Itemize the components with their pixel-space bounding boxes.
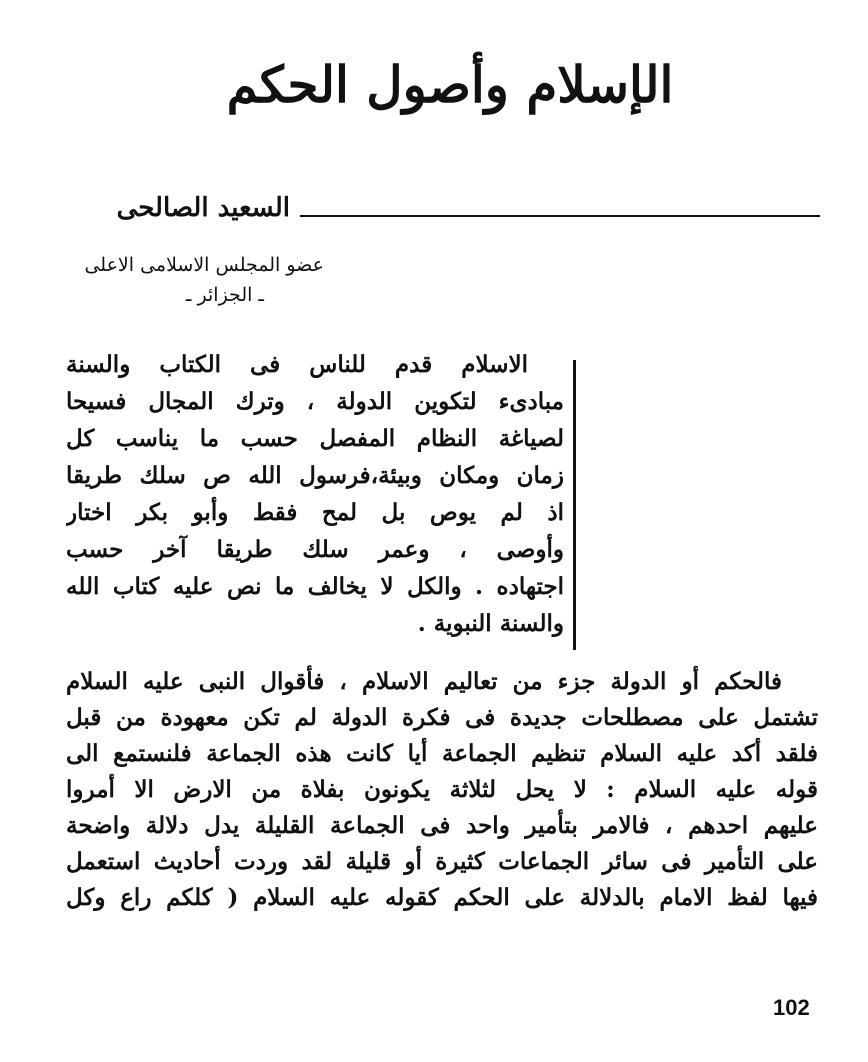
body-line: على التأمير فى سائر الجماعات كثيرة أو قليلة لقد وردت أحاديث استعمل — [66, 848, 818, 875]
body-paragraph — [66, 664, 818, 916]
abstract-line: وأوصى ، وعمر سلك طريقا آخر حسب — [66, 536, 564, 563]
abstract-side-bar — [573, 360, 576, 650]
page-number: 102 — [773, 995, 810, 1020]
author-affiliation: عضو المجلس الاسلامى الاعلى — [84, 254, 324, 276]
author-location: ـ الجزائر ـ — [185, 284, 264, 306]
author-affiliation-block — [60, 250, 324, 310]
abstract — [66, 346, 564, 642]
author-rule — [300, 215, 820, 217]
abstract-line: مبادىء لتكوين الدولة ، وترك المجال فسيحا — [66, 388, 564, 415]
abstract-line: زمان ومكان وبيئة،فرسول الله ص سلك طريقا — [66, 462, 564, 489]
abstract-line: لصياغة النظام المفصل حسب ما يناسب كل — [66, 425, 564, 452]
abstract-line: والسنة النبوية . — [417, 610, 564, 637]
body-line: عليهم احدهم ، فالامر بتأمير واحد فى الجماعة القليلة يدل دلالة واضحة — [66, 812, 818, 839]
body-line: فلقد أكد عليه السلام تنظيم الجماعة أيا كانت هذه الجماعة فلنستمع الى — [66, 740, 818, 767]
body-line: قوله عليه السلام : لا يحل لثلاثة يكونون بفلاة من الارض الا أمروا — [66, 776, 818, 803]
abstract-line: الاسلام قدم للناس فى الكتاب والسنة — [66, 351, 528, 378]
abstract-line: اجتهاده . والكل لا يخالف ما نص عليه كتاب الله — [66, 573, 564, 600]
author-name: السعيد الصالحى — [116, 193, 290, 223]
body-line: تشتمل على مصطلحات جديدة فى فكرة الدولة لم تكن معهودة من قبل — [66, 704, 818, 731]
body-line: فالحكم أو الدولة جزء من تعاليم الاسلام ، فأقوال النبى عليه السلام — [66, 668, 782, 695]
body-line: فيها لفظ الامام بالدلالة على الحكم كقوله عليه السلام ( كلكم راع وكل — [66, 884, 818, 911]
article-title: الإسلام وأصول الحكم — [226, 55, 674, 114]
author-row — [110, 190, 820, 226]
abstract-line: اذ لم يوص بل لمح فقط وأبو بكر اختار — [66, 499, 564, 526]
